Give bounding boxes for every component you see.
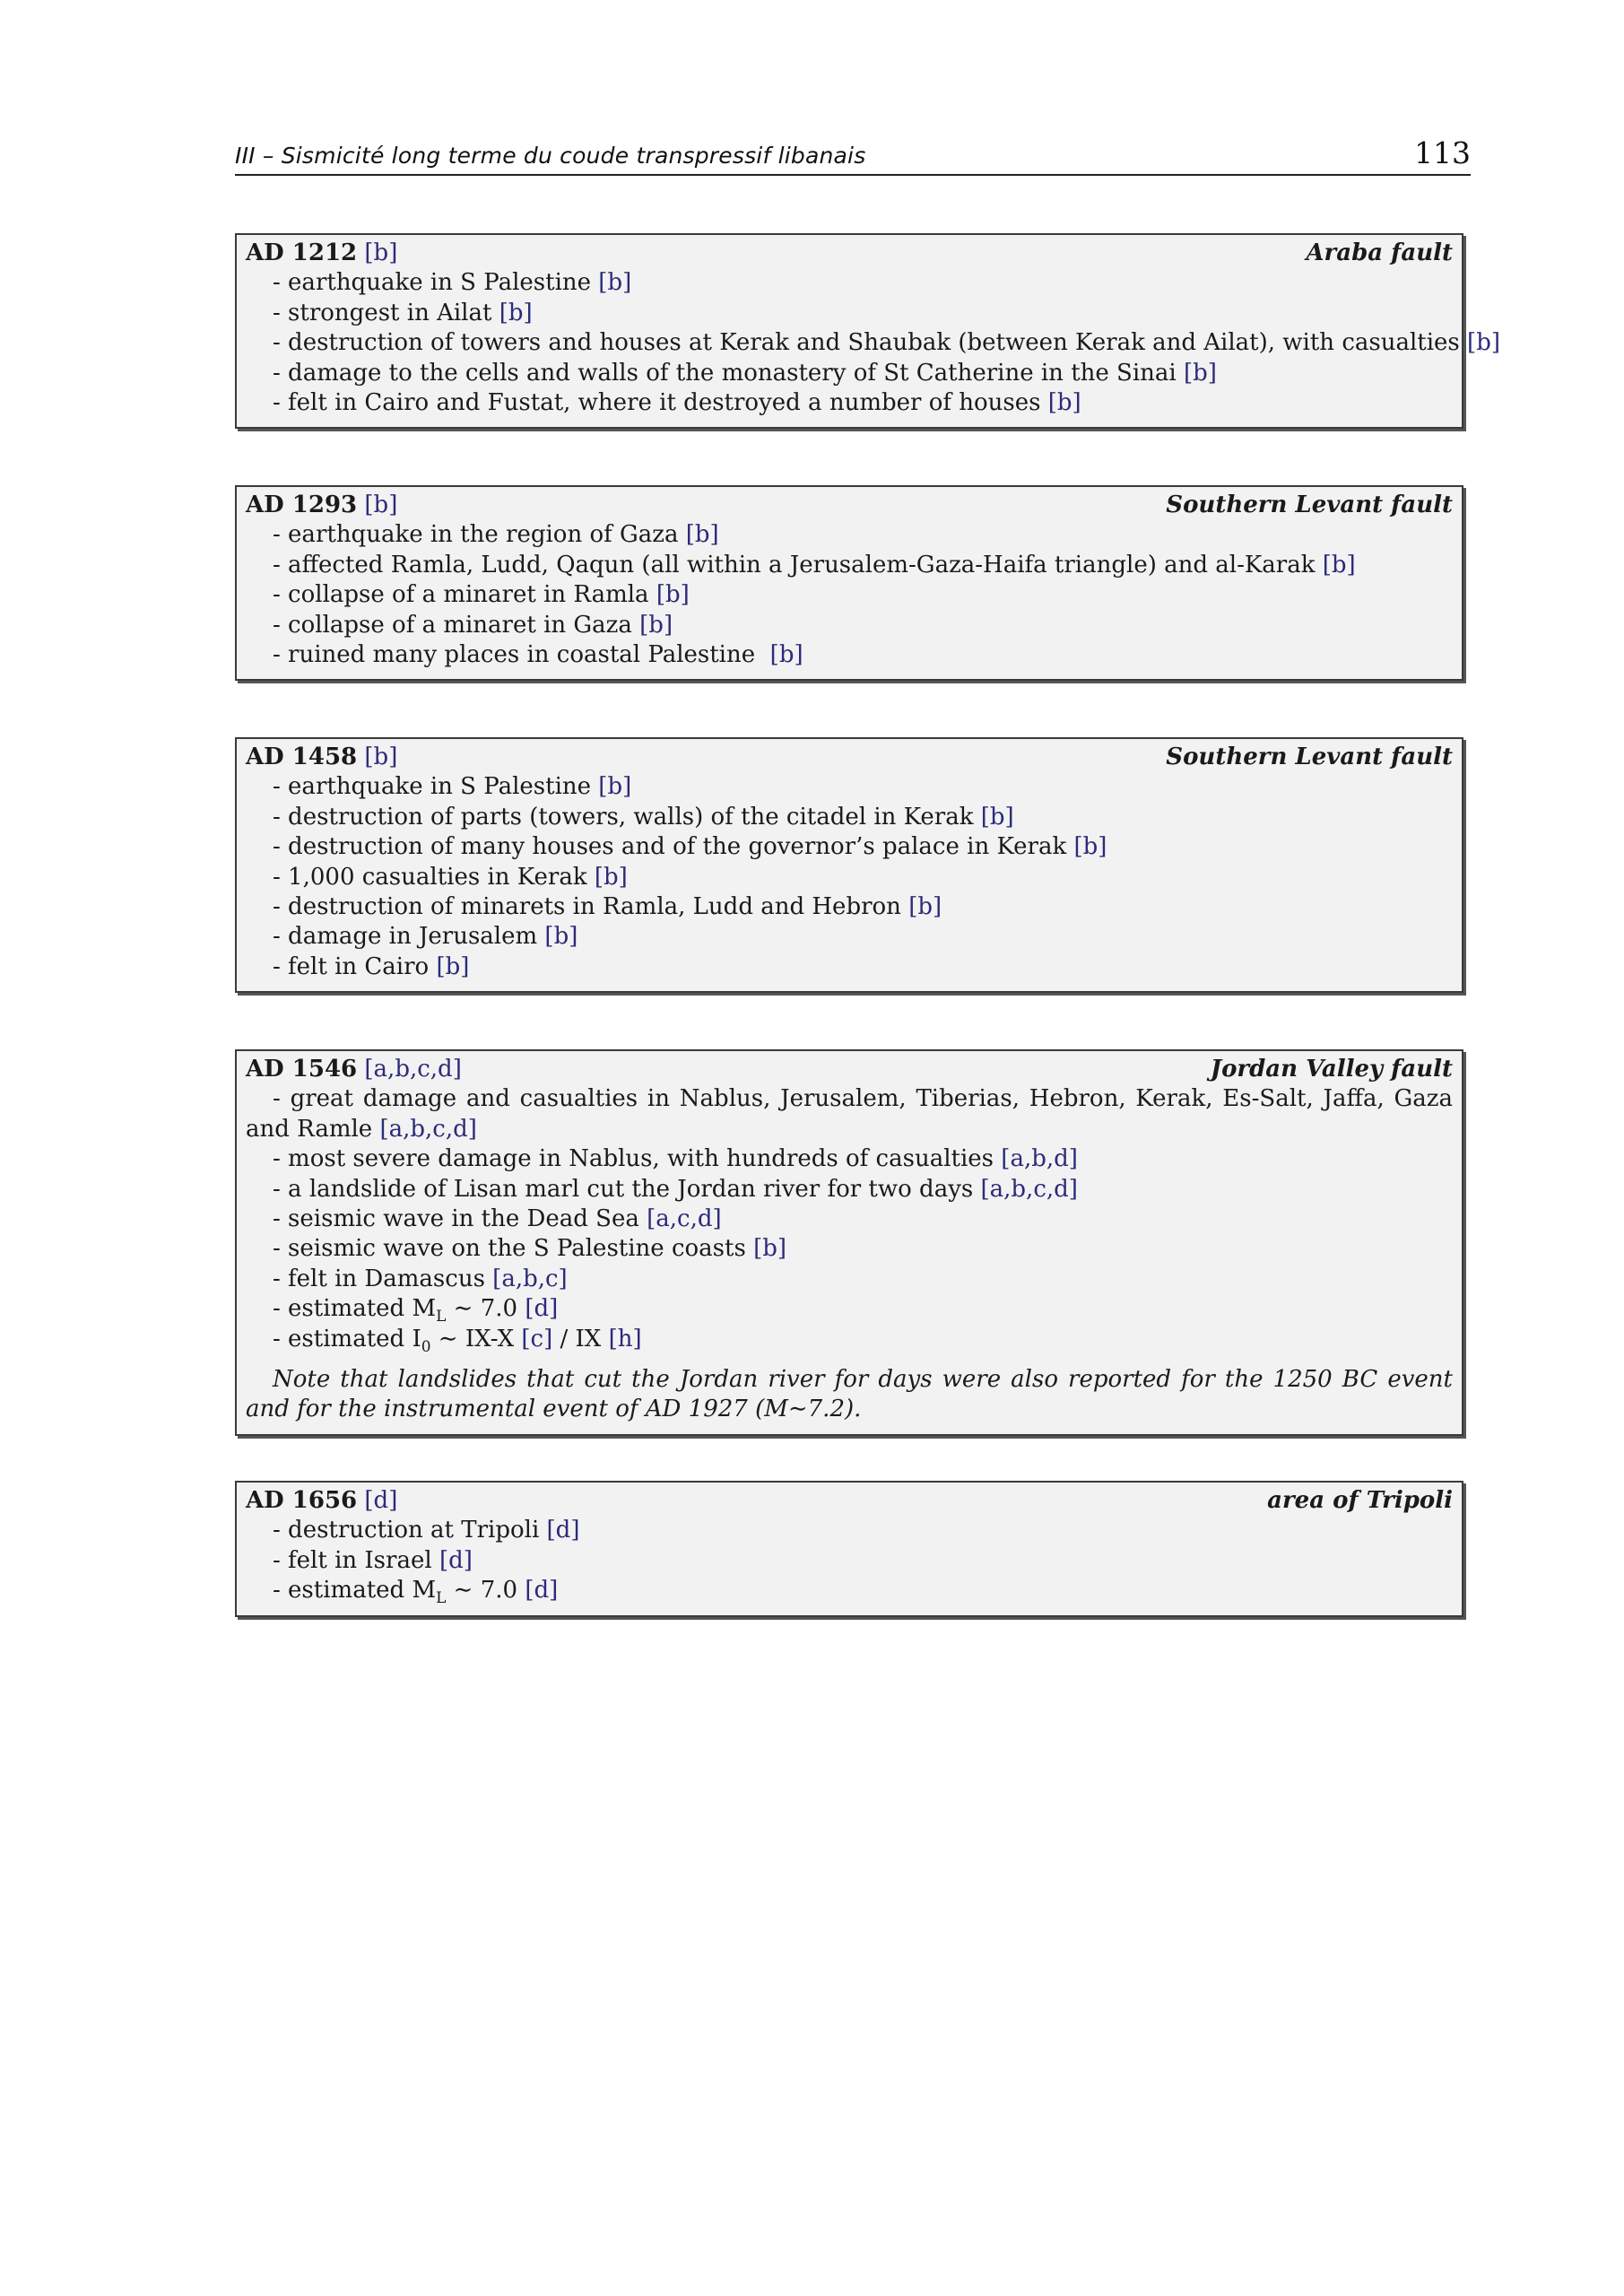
list-item: - damage to the cells and walls of the monastery of St Catherine in the Sinai [b] [273, 359, 1217, 387]
list-item: - estimated $I_0$ ∼ IX-X [c] / IX [h] [273, 1325, 642, 1356]
list-item: - seismic wave in the Dead Sea [a,c,d] [273, 1205, 722, 1233]
citation-ref: [b] [598, 773, 632, 801]
citation-ref: [a,c,d] [647, 1205, 722, 1233]
list-item: - destruction of towers and houses at Kerak and Shaubak (between Kerak and Ailat), with casualties [b] [273, 329, 1500, 357]
citation-ref: [b] [1467, 329, 1500, 357]
event-fault: Southern Levant fault [1166, 491, 1453, 518]
event-header [246, 239, 1453, 268]
page-number: 113 [1414, 135, 1471, 170]
citation-ref: [b] [1322, 551, 1356, 578]
event-fault: area of Tripoli [1267, 1487, 1453, 1514]
event-box-ad-1212 [235, 233, 1500, 429]
event-year: AD 1293 [246, 491, 358, 518]
event-box-ad-1293 [235, 485, 1463, 681]
citation-ref: [b] [364, 491, 398, 518]
list-item: - most severe damage in Nablus, with hundreds of casualties [a,b,d] [273, 1145, 1078, 1173]
event-box-ad-1458 [235, 737, 1463, 993]
list-item: - great damage and casualties in Nablus, Jerusalem, Tiberias, Hebron, Kerak, Es-Salt, Jaffa, Gaza and Ramle [a,b,c,d] [246, 1085, 1453, 1143]
citation-ref: [a,b,c,d] [980, 1175, 1078, 1203]
citation-ref: [b] [980, 803, 1014, 831]
citation-ref: [b] [685, 521, 719, 549]
list-item: - estimated $M_L$ ∼ 7.0 [d] [273, 1577, 559, 1608]
list-item: - earthquake in the region of Gaza [b] [273, 521, 719, 549]
event-header [246, 491, 1453, 520]
list-item: - ruined many places in coastal Palestine [b] [273, 641, 803, 669]
citation-ref: [b] [598, 269, 632, 297]
citation-ref: [d] [525, 1295, 559, 1323]
event-header [246, 1486, 1453, 1516]
list-item: - damage in Jerusalem [b] [273, 923, 578, 951]
page-header [235, 133, 1471, 176]
event-header [246, 1055, 1453, 1084]
citation-ref: [a,b,c,d] [379, 1115, 477, 1143]
list-item: - destruction at Tripoli [d] [273, 1517, 580, 1544]
event-fault: Araba fault [1306, 239, 1453, 266]
citation-ref: [b] [436, 952, 470, 980]
citation-ref: [b] [769, 641, 803, 669]
event-year: AD 1212 [246, 239, 358, 266]
list-item: - earthquake in S Palestine [b] [273, 773, 632, 801]
list-item: - collapse of a minaret in Gaza [b] [273, 611, 673, 639]
citation-ref: [d] [439, 1546, 473, 1574]
citation-ref: [b] [639, 611, 673, 639]
list-item: - felt in Israel [d] [273, 1546, 473, 1574]
list-item: - earthquake in S Palestine [b] [273, 269, 632, 297]
event-fault: Southern Levant fault [1166, 744, 1453, 770]
event-year: AD 1546 [246, 1056, 358, 1083]
citation-ref: [b] [1047, 389, 1081, 417]
citation-ref: [b] [753, 1235, 786, 1263]
event-note: Note that landslides that cut the Jordan river for days were also reported for the 1250 BC event and for the instrumental event of AD 1927 (M∼7.2). [246, 1366, 1453, 1423]
event-header [246, 743, 1453, 772]
list-item: - seismic wave on the S Palestine coasts [b] [273, 1235, 786, 1263]
citation-ref: [d] [525, 1577, 559, 1605]
list-item: - 1,000 casualties in Kerak [b] [273, 863, 628, 891]
event-fault: Jordan Valley fault [1210, 1056, 1453, 1083]
list-item: - destruction of parts (towers, walls) of the citadel in Kerak [b] [273, 803, 1014, 831]
list-item: - felt in Cairo [b] [273, 952, 470, 980]
event-year: AD 1458 [246, 744, 358, 770]
list-item: - strongest in Ailat [b] [273, 299, 533, 326]
citation-ref: [a,b,c] [492, 1265, 568, 1292]
citation-ref: [b] [364, 744, 398, 770]
event-box-ad-1546 [235, 1049, 1463, 1436]
citation-ref: [h] [608, 1325, 642, 1352]
citation-ref: [b] [499, 299, 533, 326]
citation-ref: [b] [1184, 359, 1217, 387]
list-item: - felt in Cairo and Fustat, where it destroyed a number of houses [b] [273, 389, 1081, 417]
citation-ref: [b] [908, 893, 942, 921]
list-item: - a landslide of Lisan marl cut the Jordan river for two days [a,b,c,d] [273, 1175, 1078, 1203]
list-item: - destruction of minarets in Ramla, Ludd and Hebron [b] [273, 893, 942, 921]
citation-ref: [d] [364, 1487, 398, 1514]
list-item: - estimated $M_L$ ∼ 7.0 [d] [273, 1295, 559, 1326]
citation-ref: [b] [656, 581, 690, 609]
citation-ref: [b] [364, 239, 398, 266]
citation-ref: [b] [1073, 833, 1107, 861]
list-item: - collapse of a minaret in Ramla [b] [273, 581, 690, 609]
list-item: - felt in Damascus [a,b,c] [273, 1265, 568, 1292]
citation-ref: [a,b,d] [1001, 1145, 1078, 1173]
citation-ref: [a,b,c,d] [364, 1056, 462, 1083]
citation-ref: [b] [544, 923, 578, 951]
citation-ref: [c] [521, 1325, 553, 1352]
running-title: III – Sismicité long terme du coude transpressif libanais [235, 143, 866, 169]
citation-ref: [b] [594, 863, 628, 891]
event-year: AD 1656 [246, 1487, 358, 1514]
list-item: - affected Ramla, Ludd, Qaqun (all within a Jerusalem-Gaza-Haifa triangle) and al-Karak [b] [273, 551, 1356, 578]
citation-ref: [d] [546, 1517, 580, 1544]
list-item: - destruction of many houses and of the governor’s palace in Kerak [b] [273, 833, 1107, 861]
event-box-ad-1656 [235, 1481, 1463, 1617]
